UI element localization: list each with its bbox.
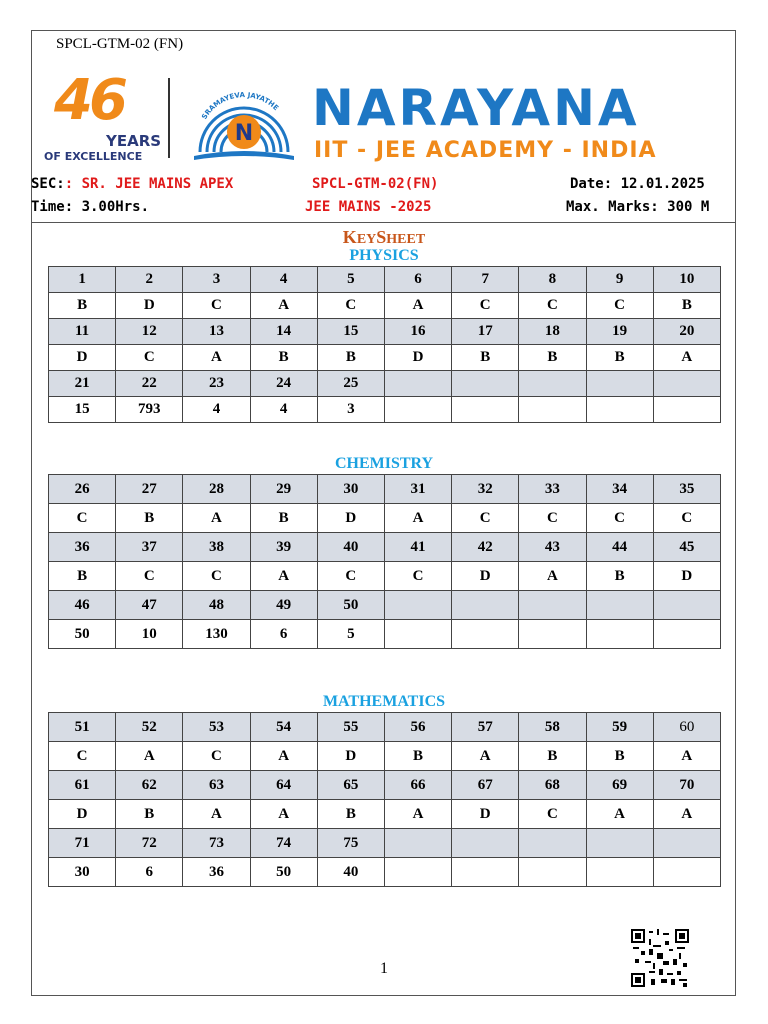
question-number-cell: 35 [653, 475, 720, 504]
question-number-cell: 13 [183, 319, 250, 345]
answer-cell [384, 858, 451, 887]
answer-cell: A [116, 742, 183, 771]
answer-cell: B [317, 345, 384, 371]
answer-cell [452, 858, 519, 887]
document-code: SPCL-GTM-02 (FN) [56, 36, 184, 52]
answer-cell: 10 [116, 620, 183, 649]
question-number-cell [384, 591, 451, 620]
physics-answer-table [48, 266, 721, 423]
question-number-cell: 12 [116, 319, 183, 345]
question-number-cell: 25 [317, 371, 384, 397]
answer-cell: 50 [49, 620, 116, 649]
answer-cell: C [183, 562, 250, 591]
answer-cell: A [519, 562, 586, 591]
question-number-cell: 15 [317, 319, 384, 345]
answer-cell: A [653, 800, 720, 829]
answer-cell: B [116, 504, 183, 533]
question-number-row [49, 771, 721, 800]
question-number-cell: 32 [452, 475, 519, 504]
max-marks: Max. Marks: 300 M [566, 199, 710, 215]
question-number-cell: 9 [586, 267, 653, 293]
answer-cell: C [116, 562, 183, 591]
answer-cell: B [384, 742, 451, 771]
question-number-cell [452, 829, 519, 858]
answer-cell [519, 620, 586, 649]
answer-cell: D [317, 504, 384, 533]
answer-cell: A [384, 504, 451, 533]
question-number-cell: 6 [384, 267, 451, 293]
answer-cell: B [49, 562, 116, 591]
answer-cell [384, 620, 451, 649]
question-number-cell: 24 [250, 371, 317, 397]
answer-cell: 15 [49, 397, 116, 423]
answer-cell: A [586, 800, 653, 829]
answer-cell: D [116, 293, 183, 319]
question-number-cell: 34 [586, 475, 653, 504]
question-number-cell: 51 [49, 713, 116, 742]
question-number-cell: 2 [116, 267, 183, 293]
answer-cell: A [183, 504, 250, 533]
answer-cell: B [586, 742, 653, 771]
answer-cell: A [250, 742, 317, 771]
question-number-cell: 44 [586, 533, 653, 562]
answer-cell: 793 [116, 397, 183, 423]
question-number-cell: 7 [452, 267, 519, 293]
question-number-cell: 21 [49, 371, 116, 397]
question-number-cell: 67 [452, 771, 519, 800]
question-number-cell: 8 [519, 267, 586, 293]
question-number-cell [519, 591, 586, 620]
question-number-cell [586, 591, 653, 620]
question-number-cell: 66 [384, 771, 451, 800]
question-number-cell: 52 [116, 713, 183, 742]
question-number-cell: 27 [116, 475, 183, 504]
answer-cell [653, 620, 720, 649]
question-number-cell: 22 [116, 371, 183, 397]
answer-cell: C [452, 504, 519, 533]
emblem-motto: SRAMAYEVA JAYATHE [200, 91, 281, 121]
answer-row [49, 800, 721, 829]
answer-cell: A [183, 345, 250, 371]
answer-cell: B [250, 504, 317, 533]
question-number-cell: 65 [317, 771, 384, 800]
question-number-cell: 49 [250, 591, 317, 620]
question-number-cell [653, 371, 720, 397]
answer-cell: D [653, 562, 720, 591]
question-number-cell: 30 [317, 475, 384, 504]
question-number-row [49, 267, 721, 293]
question-number-cell: 61 [49, 771, 116, 800]
question-number-cell: 5 [317, 267, 384, 293]
question-number-cell: 70 [653, 771, 720, 800]
question-number-cell: 11 [49, 319, 116, 345]
question-number-cell: 42 [452, 533, 519, 562]
answer-cell: C [49, 742, 116, 771]
answer-cell: A [452, 742, 519, 771]
question-number-cell: 54 [250, 713, 317, 742]
narayana-emblem-icon [188, 74, 300, 164]
question-number-cell: 75 [317, 829, 384, 858]
test-code: SPCL-GTM-02(FN) [312, 176, 439, 192]
answer-cell: 40 [317, 858, 384, 887]
answer-cell: D [384, 345, 451, 371]
question-number-cell [519, 829, 586, 858]
answer-cell: 4 [250, 397, 317, 423]
answer-row [49, 858, 721, 887]
answer-cell: D [49, 345, 116, 371]
answer-cell [586, 858, 653, 887]
question-number-row [49, 829, 721, 858]
question-number-cell: 64 [250, 771, 317, 800]
answer-cell: 5 [317, 620, 384, 649]
answer-cell: B [586, 345, 653, 371]
question-number-cell: 33 [519, 475, 586, 504]
question-number-cell [452, 371, 519, 397]
question-number-cell: 20 [653, 319, 720, 345]
answer-cell: C [519, 293, 586, 319]
answer-cell: A [183, 800, 250, 829]
question-number-cell: 19 [586, 319, 653, 345]
answer-cell: B [317, 800, 384, 829]
answer-cell: C [519, 504, 586, 533]
answer-cell: 130 [183, 620, 250, 649]
answer-cell: C [586, 504, 653, 533]
question-number-cell: 39 [250, 533, 317, 562]
answer-cell: C [183, 293, 250, 319]
answer-row [49, 345, 721, 371]
question-number-row [49, 475, 721, 504]
question-number-cell: 60 [653, 713, 720, 742]
answer-cell: D [317, 742, 384, 771]
answer-cell: A [384, 800, 451, 829]
question-number-cell: 10 [653, 267, 720, 293]
excellence-text: OF EXCELLENCE [44, 150, 143, 163]
answer-cell: C [317, 293, 384, 319]
answer-cell: 6 [116, 858, 183, 887]
section-label: SEC:: SR. JEE MAINS APEX [31, 176, 234, 192]
answer-cell: C [317, 562, 384, 591]
answer-cell: D [49, 800, 116, 829]
question-number-cell: 26 [49, 475, 116, 504]
answer-cell: 36 [183, 858, 250, 887]
years-number: 46 [54, 68, 124, 133]
answer-cell: 4 [183, 397, 250, 423]
brand-subtitle: IIT - JEE ACADEMY - INDIA [314, 138, 657, 163]
logo-divider [168, 78, 170, 158]
question-number-cell: 57 [452, 713, 519, 742]
answer-cell: A [384, 293, 451, 319]
answer-cell [519, 397, 586, 423]
question-number-cell [384, 371, 451, 397]
answer-cell: C [452, 293, 519, 319]
question-number-cell: 62 [116, 771, 183, 800]
answer-cell [653, 397, 720, 423]
answer-cell: C [183, 742, 250, 771]
question-number-cell: 4 [250, 267, 317, 293]
question-number-cell: 18 [519, 319, 586, 345]
physics-title: PHYSICS [349, 247, 419, 264]
answer-cell: A [250, 293, 317, 319]
exam-name: JEE MAINS -2025 [305, 199, 432, 215]
answer-row [49, 293, 721, 319]
answer-cell: C [116, 345, 183, 371]
answer-cell [452, 620, 519, 649]
question-number-cell: 63 [183, 771, 250, 800]
question-number-cell: 72 [116, 829, 183, 858]
answer-cell: B [586, 562, 653, 591]
question-number-cell: 55 [317, 713, 384, 742]
question-number-cell: 40 [317, 533, 384, 562]
question-number-cell [653, 591, 720, 620]
answer-cell: 6 [250, 620, 317, 649]
question-number-cell: 14 [250, 319, 317, 345]
question-number-row [49, 319, 721, 345]
question-number-cell: 41 [384, 533, 451, 562]
question-number-cell [586, 829, 653, 858]
answer-cell: D [452, 800, 519, 829]
question-number-cell: 56 [384, 713, 451, 742]
question-number-cell: 59 [586, 713, 653, 742]
question-number-cell [586, 371, 653, 397]
question-number-cell: 17 [452, 319, 519, 345]
question-number-cell: 29 [250, 475, 317, 504]
question-number-cell: 38 [183, 533, 250, 562]
question-number-row [49, 533, 721, 562]
exam-time: Time: 3.00Hrs. [31, 199, 150, 215]
answer-cell: B [452, 345, 519, 371]
answer-cell: A [653, 345, 720, 371]
question-number-cell: 36 [49, 533, 116, 562]
answer-cell: D [452, 562, 519, 591]
question-number-cell: 23 [183, 371, 250, 397]
chemistry-title: CHEMISTRY [334, 455, 434, 472]
question-number-cell: 48 [183, 591, 250, 620]
brand-name: NARAYANA [312, 79, 640, 137]
answer-cell: B [653, 293, 720, 319]
question-number-cell: 37 [116, 533, 183, 562]
answer-cell [452, 397, 519, 423]
keysheet-title: KEYSHEET [342, 227, 426, 247]
emblem-letter: N [234, 121, 254, 146]
answer-cell: B [49, 293, 116, 319]
answer-cell: A [250, 562, 317, 591]
answer-cell: C [586, 293, 653, 319]
question-number-cell: 71 [49, 829, 116, 858]
years-word: YEARS [106, 132, 162, 150]
answer-cell: A [250, 800, 317, 829]
mathematics-answer-table [48, 712, 721, 887]
question-number-cell: 1 [49, 267, 116, 293]
question-number-cell: 16 [384, 319, 451, 345]
chemistry-answer-table [48, 474, 721, 649]
answer-cell: C [49, 504, 116, 533]
mathematics-title: MATHEMATICS [322, 693, 446, 710]
answer-row [49, 742, 721, 771]
question-number-cell: 73 [183, 829, 250, 858]
question-number-cell: 50 [317, 591, 384, 620]
question-number-cell [519, 371, 586, 397]
question-number-row [49, 371, 721, 397]
question-number-cell: 68 [519, 771, 586, 800]
exam-date: Date: 12.01.2025 [570, 176, 705, 192]
answer-cell: C [519, 800, 586, 829]
question-number-row [49, 591, 721, 620]
answer-cell: C [653, 504, 720, 533]
answer-cell: A [653, 742, 720, 771]
question-number-row [49, 713, 721, 742]
question-number-cell: 3 [183, 267, 250, 293]
question-number-cell [452, 591, 519, 620]
answer-cell: B [519, 742, 586, 771]
answer-cell [519, 858, 586, 887]
answer-cell [653, 858, 720, 887]
question-number-cell: 58 [519, 713, 586, 742]
answer-row [49, 562, 721, 591]
page-number: 1 [380, 960, 388, 977]
answer-row [49, 620, 721, 649]
answer-cell: B [250, 345, 317, 371]
answer-cell [586, 620, 653, 649]
question-number-cell: 47 [116, 591, 183, 620]
answer-row [49, 397, 721, 423]
answer-cell: 50 [250, 858, 317, 887]
question-number-cell: 46 [49, 591, 116, 620]
answer-cell: C [384, 562, 451, 591]
qr-code-icon [630, 929, 690, 987]
question-number-cell: 74 [250, 829, 317, 858]
answer-cell [384, 397, 451, 423]
question-number-cell: 69 [586, 771, 653, 800]
answer-cell: 30 [49, 858, 116, 887]
answer-row [49, 504, 721, 533]
question-number-cell: 31 [384, 475, 451, 504]
question-number-cell: 28 [183, 475, 250, 504]
answer-cell [586, 397, 653, 423]
question-number-cell: 45 [653, 533, 720, 562]
answer-cell: B [519, 345, 586, 371]
answer-cell: 3 [317, 397, 384, 423]
answer-cell: B [116, 800, 183, 829]
question-number-cell: 43 [519, 533, 586, 562]
question-number-cell [653, 829, 720, 858]
header-divider [31, 222, 736, 223]
question-number-cell: 53 [183, 713, 250, 742]
years-of-excellence-logo [42, 68, 162, 164]
question-number-cell [384, 829, 451, 858]
